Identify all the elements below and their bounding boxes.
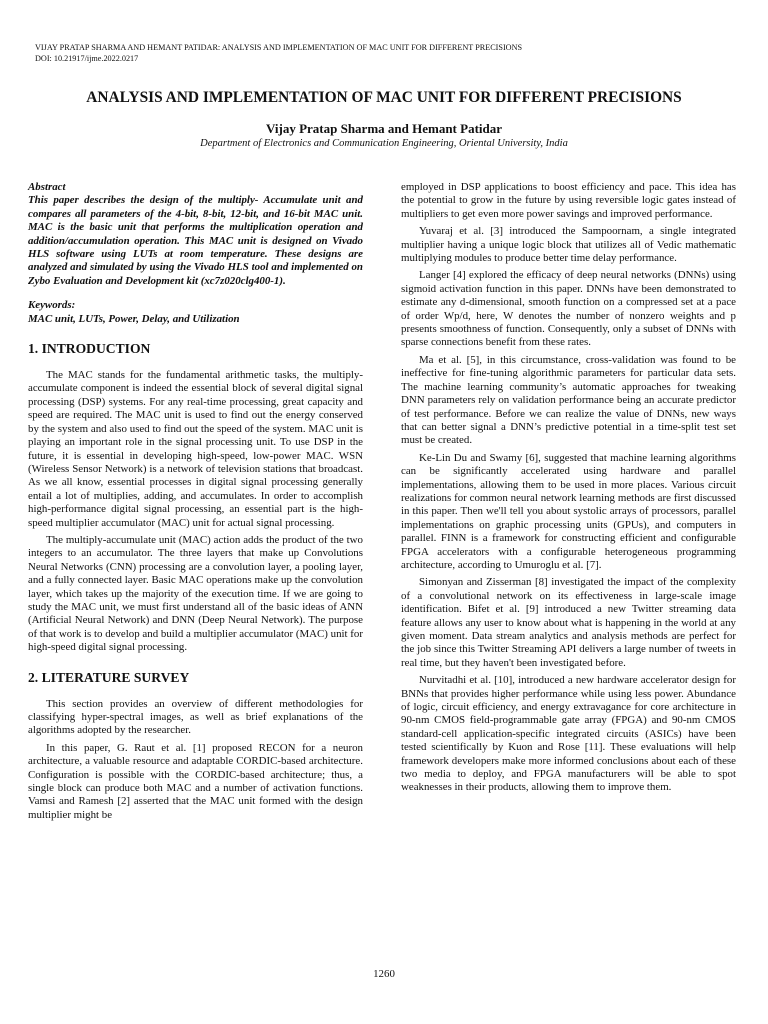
lit-paragraph-simonyan: Simonyan and Zisserman [8] investigated the impact of the complexity of a convolutional network on its effectiveness in large-scale image identification. Bifet et al. [9] introduced a new Twitter streaming data feature allows any user to know about what is happening in the world at any given moment. Data stream analytics and analysis methods are perfect for the job since this Twitter Streaming API delivers a large number of tweets in real time, but they haven't been investigated before. <box>401 576 736 669</box>
lit-paragraph-1: This section provides an overview of different methodologies for classifying hyper-spectral images, as well as brief explanations of the algorithms adopted by the researcher. <box>28 697 363 737</box>
abstract-text: This paper describes the design of the multiply- Accumulate unit and compares all parameters of the 4-bit, 8-bit, 12-bit, and 16-bit MAC unit. MAC is the basic unit that performs the multiplication operation and addition/accumulation operation. This MAC unit is designed on Vivado HLS software using LUTs at room temperature. These designs are analyzed and simulated by using the Vivado HLS tool and implemented on Zybo Evaluation and Development kit (xc7z020clg400-1). <box>28 194 363 287</box>
running-title: VIJAY PRATAP SHARMA AND HEMANT PATIDAR: ANALYSIS AND IMPLEMENTATION OF MAC UNIT FOR DIFFERENT PRECISIONS <box>35 43 523 52</box>
section-heading-introduction: 1. INTRODUCTION <box>28 341 151 357</box>
lit-paragraph-2: In this paper, G. Raut et al. [1] proposed RECON for a neuron architecture, a valuable resource and adaptable CORDIC-based architecture. Configuration is possible with the CORDIC-based architecture; thus, a single block can produce both MAC and a number of activation functions. Vamsi and Ramesh [2] asserted that the MAC unit formed with the design multiplier might be <box>28 741 363 821</box>
lit-paragraph-ma: Ma et al. [5], in this circumstance, cross-validation was found to be ineffective for fine-tuning algorithmic parameters for particular data sets. The machine learning community’s automatic approaches for tweaking DNN parameters rely on validation performance being an accurate predictor of test performance. Before we can realize the value of DNNs, new ways that can better signal a DNN’s predictive potential in a time-split test set must be created. <box>401 353 736 447</box>
lit-paragraph-continued: employed in DSP applications to boost efficiency and pace. This idea has the potential to grow in the future by using reversible logic gates instead of multipliers to get even more power savings and improved performance. <box>401 181 736 220</box>
lit-paragraph-du-swamy: Ke-Lin Du and Swamy [6], suggested that machine learning algorithms can be significantly accelerated using hardware and parallel implementations, allowing them to be used in more places. Various circuit realizations for common neural network learning methods are first discussed in this paper. Then we'll tell you about systolic arrays of processors, parallel implementations on graphic processing units (GPUs), and computers in parallel. FINN is a framework for constructing efficient and configurable FPGA accelerators with a configurable heterogeneous programming architecture, according to Umuroglu et al. [7]. <box>401 451 736 571</box>
left-column <box>28 181 363 822</box>
right-column <box>401 181 736 795</box>
paper-authors: Vijay Pratap Sharma and Hemant Patidar <box>265 121 503 136</box>
keywords-label: Keywords: <box>28 299 76 312</box>
doi: DOI: 10.21917/ijme.2022.0217 <box>35 53 139 63</box>
abstract-label: Abstract <box>28 181 66 193</box>
lit-paragraph-yuvaraj: Yuvaraj et al. [3] introduced the Sampoornam, a single integrated multiplier having a unique logic block that utilizes all of Vedic mathematic multiplying modules to produce better time delay performance. <box>401 225 736 265</box>
intro-paragraph-1: The MAC stands for the fundamental arithmetic tasks, the multiply-accumulate component is indeed the essential block of several digital signal processing (DSP) systems. For any real-time processing, great capacity and speed are required. The MAC unit is used to find out the energy conserved by the system and also used to find out the speed of the system. MAC unit is playing an important role in the signal processing unit. To use DSP in the future, it is essential in developing high-speed, low-power MAC. WSN (Wireless Sensor Network) is a network of television stations that broadcast. As we all know, essential processes in digital signal processing generally entail a lot of multiplies, adding, and accumulates. In order to accomplish high-performance digital signal processing, an essential part is the high-speed multiplier accumulator (MAC) unit for actual signal processing. <box>28 369 363 529</box>
section-heading-literature-survey: 2. LITERATURE SURVEY <box>28 669 190 685</box>
page-number: 1260 <box>373 968 395 980</box>
intro-paragraph-2: The multiply-accumulate unit (MAC) action adds the product of the two integers to an accumulator. The three layers that make up Convolutions Neural Networks (CNN) processing are a convolution layer, a pooling layer, and a fully connected layer. Basic MAC operations make up the convolution layer, which takes up the majority of the execution time. If we are going to study the MAC unit, we must first understand all of the basic ideas of ANN (Artificial Neural Network) and DNN (Deep Neural Network). The purpose of that work is to develop and build a multiplier accumulator (MAC) unit for high-speed digital signal processing. <box>28 533 363 654</box>
paper-affiliation: Department of Electronics and Communication Engineering, Oriental University, India <box>200 138 568 149</box>
lit-paragraph-nurvitadhi: Nurvitadhi et al. [10], introduced a new hardware accelerator design for BNNs that provides higher performance while using less power. Abundance of logic, circuit efficiency, and energy extravagance for core architecture in 90-nm CMOS field-programmable gate array (FPGA) and 90-nm CMOS standard-cell application-specific integrated circuits (ASICs) have been tested scientifically by Kuon and Rose [11]. These evaluations will help framework developers make more informed conclusions about each of these two media to deploy, and FPGA manufacturers will be able to spot weaknesses in their products, allowing them to improve them. <box>401 674 736 794</box>
paper-title: ANALYSIS AND IMPLEMENTATION OF MAC UNIT FOR DIFFERENT PRECISIONS <box>86 89 682 106</box>
running-head <box>35 43 735 64</box>
keywords-text: MAC unit, LUTs, Power, Delay, and Utilization <box>28 312 240 325</box>
lit-paragraph-langer: Langer [4] explored the efficacy of deep neural networks (DNNs) using sigmoid activation function in this paper. DNNs have been demonstrated to estimate any d-dimensional, smooth function on a compressed set at a pace of order Wp/d, here, W denotes the number of nonzero weights and p presents smoothness of function. Consequently, only a subset of DNNs with sparse connections benefit from these rates. <box>401 269 736 349</box>
